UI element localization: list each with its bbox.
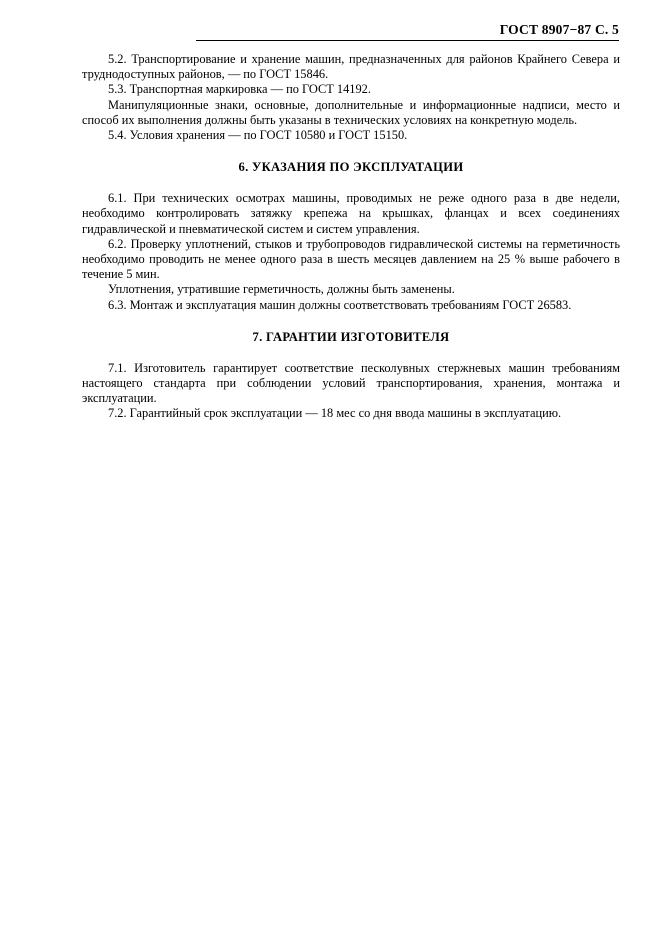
- paragraph-5-4: 5.4. Условия хранения — по ГОСТ 10580 и ГОСТ 15150.: [108, 128, 408, 143]
- paragraph-6-3: 6.3. Монтаж и эксплуатация машин должны соответствовать требованиям ГОСТ 26583.: [108, 297, 572, 312]
- paragraph-marking-signs: Манипуляционные знаки, основные, дополнительные и информационные надписи, место и способ их выполнения должны быть указаны в технических условиях на конкретную модель.: [82, 97, 620, 127]
- section-heading-6: 6. УКАЗАНИЯ ПО ЭКСПЛУАТАЦИИ: [238, 160, 464, 175]
- paragraph-6-2: 6.2. Проверку уплотнений, стыков и трубопроводов гидравлической системы на герметичность необходимо проводить не менее одного раза в шесть месяцев давлением на 25 % выше рабочего в течение 5 мин.: [82, 236, 620, 282]
- paragraph-7-1: 7.1. Изготовитель гарантирует соответствие песколувных стержневых машин требованиям настоящего стандарта при соблюдении условий транспортирования, хранения, монтажа и эксплуатации.: [82, 360, 620, 406]
- paragraph-6-1: 6.1. При технических осмотрах машины, проводимых не реже одного раза в две недели, необходимо контролировать затяжку крепежа на крышках, фланцах и всех соединениях гидравлической и пневматической систем и систем управления.: [82, 191, 620, 236]
- paragraph-5-3: 5.3. Транспортная маркировка — по ГОСТ 14192.: [108, 82, 371, 97]
- paragraph-seals-replacement: Уплотнения, утратившие герметичность, должны быть заменены.: [108, 282, 455, 297]
- section-heading-7: 7. ГАРАНТИИ ИЗГОТОВИТЕЛЯ: [252, 329, 450, 344]
- header-divider: [196, 40, 619, 41]
- document-body: [82, 52, 620, 422]
- paragraph-5-2: 5.2. Транспортирование и хранение машин, предназначенных для районов Крайнего Севера и труднодоступных районов, — по ГОСТ 15846.: [82, 52, 620, 82]
- paragraph-7-2: 7.2. Гарантийный срок эксплуатации — 18 мес со дня ввода машины в эксплуатацию.: [108, 406, 562, 421]
- page-header: ГОСТ 8907−87 С. 5: [499, 22, 619, 37]
